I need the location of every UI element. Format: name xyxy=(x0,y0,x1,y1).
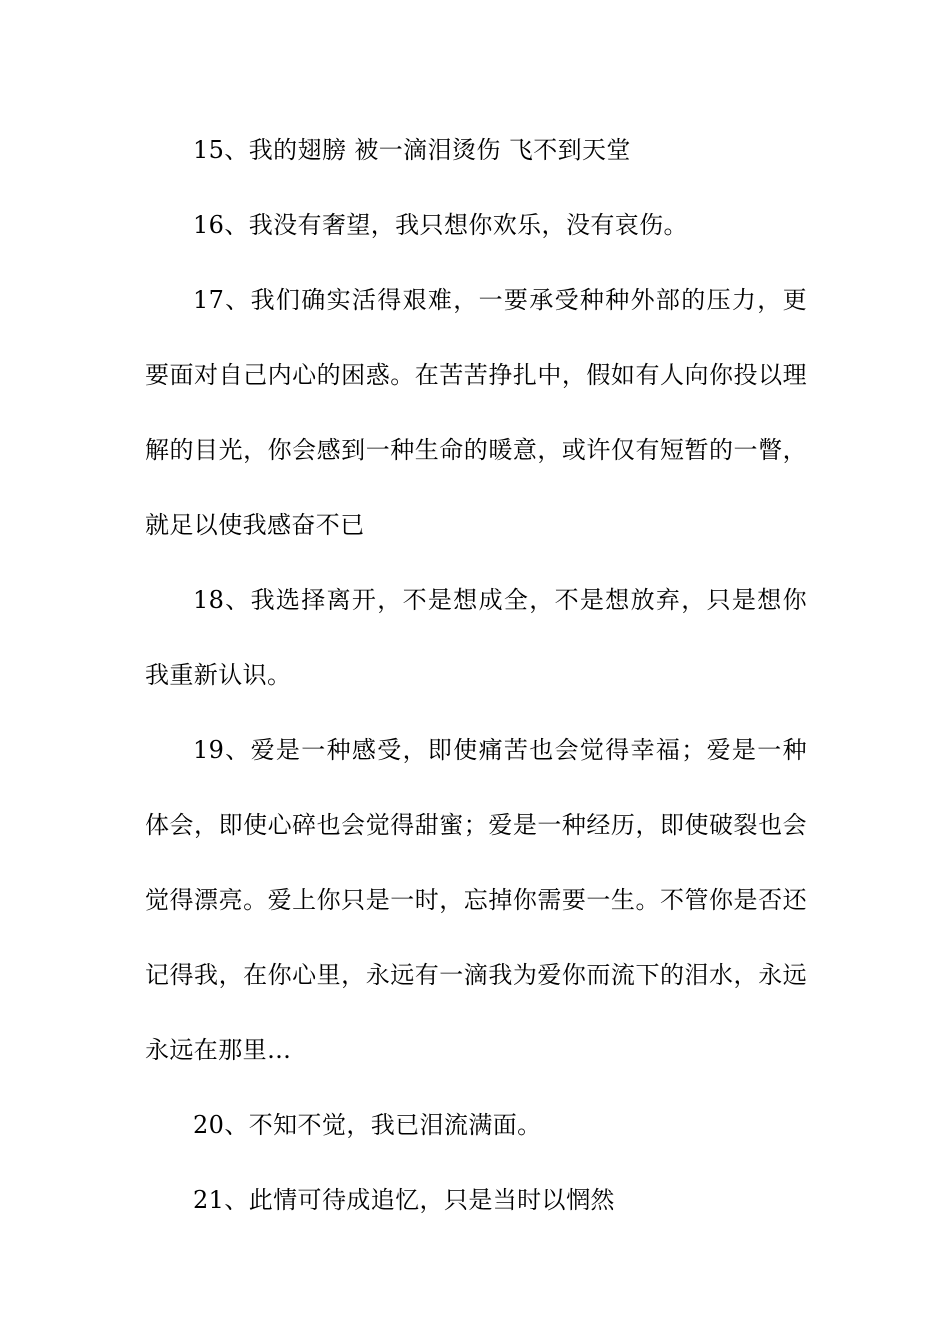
paragraph-16: 16、我没有奢望，我只想你欢乐，没有哀伤。 xyxy=(193,211,688,239)
paragraph-15: 15、我的翅膀 被一滴泪烫伤 飞不到天堂 xyxy=(193,136,631,164)
paragraph-21: 21、此情可待成追忆，只是当时以惘然 xyxy=(193,1186,615,1214)
paragraph-17: 17、我们确实活得艰难，一要承受种种外部的压力，更要面对自己内心的困惑。在苦苦挣扎中，假如有人向你投以理解的目光，你会感到一种生命的暖意，或许仅有短暂的一瞥，就足以使我感奋不已 xyxy=(145,286,807,539)
document-body xyxy=(145,113,807,1238)
paragraph-20: 20、不知不觉，我已泪流满面。 xyxy=(193,1111,542,1139)
paragraph-18: 18、我选择离开，不是想成全，不是想放弃，只是想你我重新认识。 xyxy=(145,586,807,689)
paragraph-19: 19、爱是一种感受，即使痛苦也会觉得幸福；爱是一种体会，即使心碎也会觉得甜蜜；爱是一种经历，即使破裂也会觉得漂亮。爱上你只是一时，忘掉你需要一生。不管你是否还记得我，在你心里，永远有一滴我为爱你而流下的泪水，永远永远在那里… xyxy=(145,736,807,1064)
